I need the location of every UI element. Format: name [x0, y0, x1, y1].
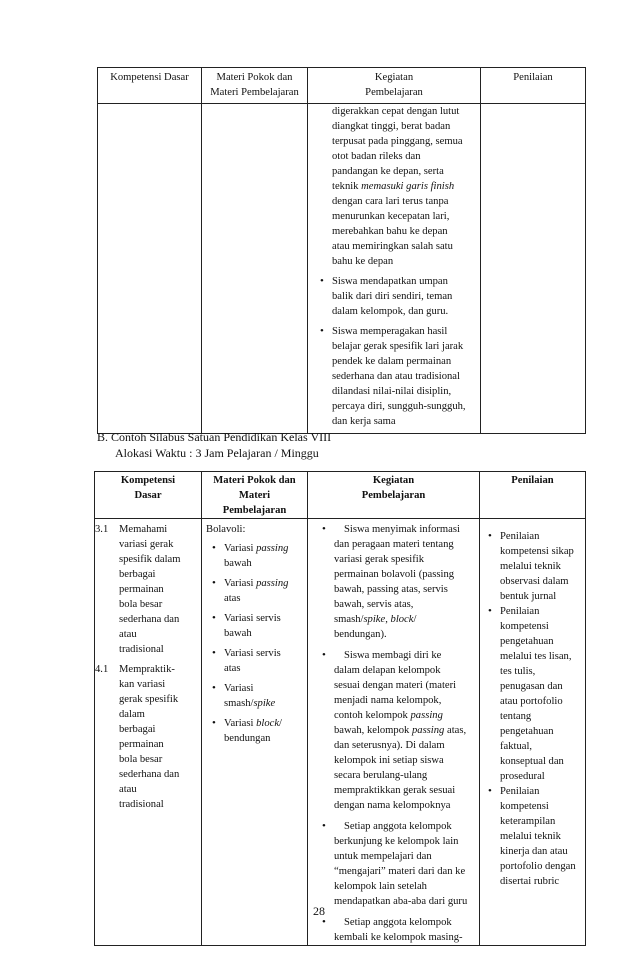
- header-penilaian: Penilaian: [480, 472, 586, 519]
- cell-kompetensi-dasar: [95, 519, 202, 946]
- table-row: [98, 104, 586, 434]
- cell-penilaian: [480, 519, 586, 946]
- list-item: • Variasi passing bawah: [224, 541, 305, 571]
- list-item: • Variasi servis bawah: [224, 611, 305, 641]
- list-item: • Siswa membagi diri ke dalam delapan kelompok sesuai dengan materi (materi menjadi nama kelompok, contoh kelompok passing bawah, kelompok passing atas, dan seterusnya). Di dalam kelompok ini setiap siswa secara berulang-ulang mempraktikkan gerak sesuai dengan nama kelompoknya: [334, 648, 475, 813]
- table-header-row: [95, 472, 586, 519]
- materi-title: Bolavoli:: [206, 524, 246, 535]
- cell-kegiatan-continued: digerakkan cepat dengan lutut diangkat tinggi, berat badan terpusat pada pinggang, semua otot badan rileks dan pandangan ke depan, serta teknik memasuki garis finish dengan cara lari terus tanpa menurunkan kecepatan lari, merebahkan bahu ke depan atau memiringkan salah satu bahu ke depan • Siswa mendapatkan umpan balik dari diri sendiri, teman dalam kelompok, dan guru. • Siswa memperagakan hasil belajar gerak spesifik lari jarak pendek ke dalam permainan sederhana dan atau tradisional dilandasi nilai-nilai disiplin, percaya diri, sungguh-sungguh, dan kerja sama: [308, 104, 481, 434]
- list-item: • Penilaian kompetensi sikap melalui teknik observasi dalam bentuk jurnal: [500, 529, 583, 604]
- list-item: • Penilaian kompetensi keterampilan melalui teknik kinerja dan atau portofolio dengan disertai rubric: [500, 784, 583, 889]
- header-kegiatan: Kegiatan Pembelajaran: [308, 68, 481, 104]
- header-penilaian: Penilaian: [481, 68, 586, 104]
- list-item: • Variasi block/ bendungan: [224, 716, 305, 746]
- table-continuation: [97, 67, 586, 434]
- header-kompetensi-dasar: Kompetensi Dasar: [98, 68, 202, 104]
- list-item: • Siswa mendapatkan umpan balik dari diri sendiri, teman dalam kelompok, dan guru.: [332, 274, 474, 319]
- cell-penilaian-empty: [481, 104, 586, 434]
- list-item: • Variasi servis atas: [224, 646, 305, 676]
- table-header-row: [98, 68, 586, 104]
- table-row: [95, 519, 586, 946]
- section-subtitle: Alokasi Waktu : 3 Jam Pelajaran / Minggu: [115, 446, 319, 460]
- table-silabus: [94, 471, 586, 946]
- list-item: • Siswa menyimak informasi dan peragaan materi tentang variasi gerak spesifik permainan bolavoli (passing bawah, passing atas, servis bawah, servis atas, smash/spike, block/ bendungan).: [334, 522, 475, 642]
- cell-kd-empty: [98, 104, 202, 434]
- header-materi: Materi Pokok dan Materi Pembelajaran: [202, 68, 308, 104]
- kd-item: 3.1 Memahami variasi gerak spesifik dalam berbagai permainan bola besar sederhana dan atau tradisional: [95, 524, 181, 655]
- list-item: • Setiap anggota kelompok kembali ke kelompok masing-: [334, 915, 475, 945]
- cell-kegiatan: [308, 519, 480, 946]
- list-item: • Penilaian kompetensi pengetahuan melalui tes lisan, tes tulis, penugasan dan atau portofolio tentang pengetahuan faktual, konseptual dan prosedural: [500, 604, 583, 784]
- kd-item: 4.1 Mempraktik- kan variasi gerak spesifik dalam berbagai permainan bola besar sederhana dan atau tradisional: [95, 664, 180, 810]
- list-item: • Variasi passing atas: [224, 576, 305, 606]
- page-number: 28: [313, 904, 325, 918]
- cell-materi: [202, 519, 308, 946]
- list-item: • Setiap anggota kelompok berkunjung ke kelompok lain untuk mempelajari dan “mengajari” materi dari dan ke kelompok lain setelah mendapatkan aba-aba dari guru: [334, 819, 475, 909]
- list-item: • Siswa memperagakan hasil belajar gerak spesifik lari jarak pendek ke dalam permainan sederhana dan atau tradisional dilandasi nilai-nilai disiplin, percaya diri, sungguh-sungguh, dan kerja sama: [332, 324, 474, 429]
- list-item: • Variasi smash/spike: [224, 681, 305, 711]
- header-kompetensi-dasar: Kompetensi Dasar: [95, 472, 202, 519]
- cell-materi-empty: [202, 104, 308, 434]
- header-materi: Materi Pokok dan Materi Pembelajaran: [202, 472, 308, 519]
- header-kegiatan: Kegiatan Pembelajaran: [308, 472, 480, 519]
- section-title: B. Contoh Silabus Satuan Pendidikan Kelas VIII: [97, 430, 332, 444]
- section-heading: [97, 429, 331, 461]
